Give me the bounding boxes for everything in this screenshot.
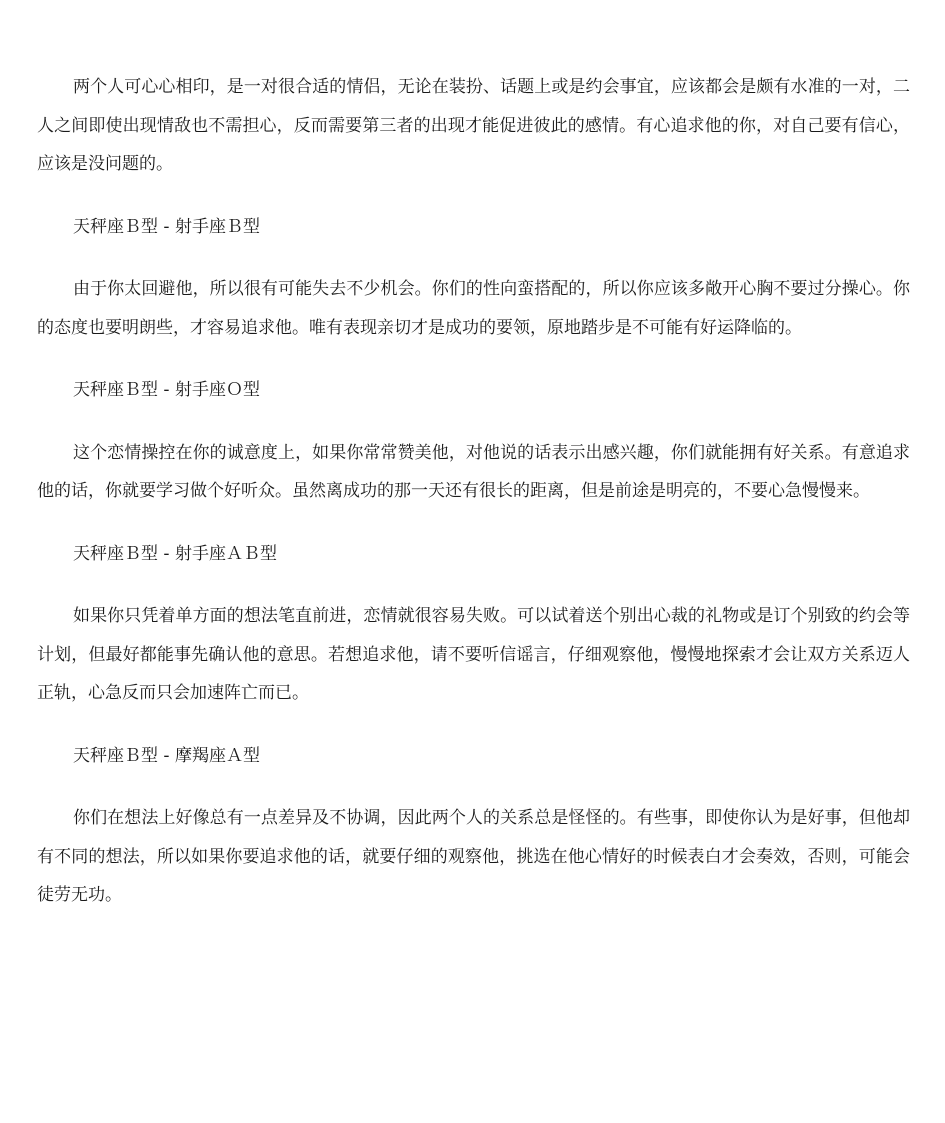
paragraph: 你们在想法上好像总有一点差异及不协调，因此两个人的关系总是怪怪的。有些事，即使你认为是好事，但他却有不同的想法，所以如果你要追求他的话，就要仔细的观察他，挑选在他心情好的时候表白才会奏效，否则，可能会徒劳无功。	[37, 808, 910, 905]
section-heading: 天秤座Ｂ型 - 摩羯座Ａ型	[73, 745, 260, 766]
paragraph: 由于你太回避他，所以很有可能失去不少机会。你们的性向蛮搭配的，所以你应该多敞开心胸不要过分操心。你的态度也要明朗些，才容易追求他。唯有表现亲切才是成功的要领，原地踏步是不可能有好运降临的。	[37, 279, 910, 338]
section-heading: 天秤座Ｂ型 - 射手座Ｂ型	[73, 216, 260, 237]
paragraph: 这个恋情操控在你的诚意度上，如果你常常赞美他，对他说的话表示出感兴趣，你们就能拥有好关系。有意追求他的话，你就要学习做个好听众。虽然离成功的那一天还有很长的距离，但是前途是明亮的，不要心急慢慢来。	[37, 442, 910, 501]
section-heading: 天秤座Ｂ型 - 射手座Ｏ型	[73, 380, 260, 400]
section-heading: 天秤座Ｂ型 - 射手座ＡＢ型	[73, 543, 277, 564]
paragraph: 两个人可心心相印，是一对很合适的情侣，无论在装扮、话题上或是约会事宜，应该都会是颇有水准的一对，二人之间即使出现情敌也不需担心，反而需要第三者的出现才能促进彼此的感情。有心追求他的你，对自己要有信心，应该是没问题的。	[37, 77, 910, 174]
document-body	[37, 68, 910, 915]
paragraph: 如果你只凭着单方面的想法笔直前进，恋情就很容易失败。可以试着送个别出心裁的礼物或是订个别致的约会等计划，但最好都能事先确认他的意思。若想追求他，请不要听信谣言，仔细观察他，慢慢地探索才会让双方关系迈人正轨，心急反而只会加速阵亡而已。	[37, 606, 910, 703]
